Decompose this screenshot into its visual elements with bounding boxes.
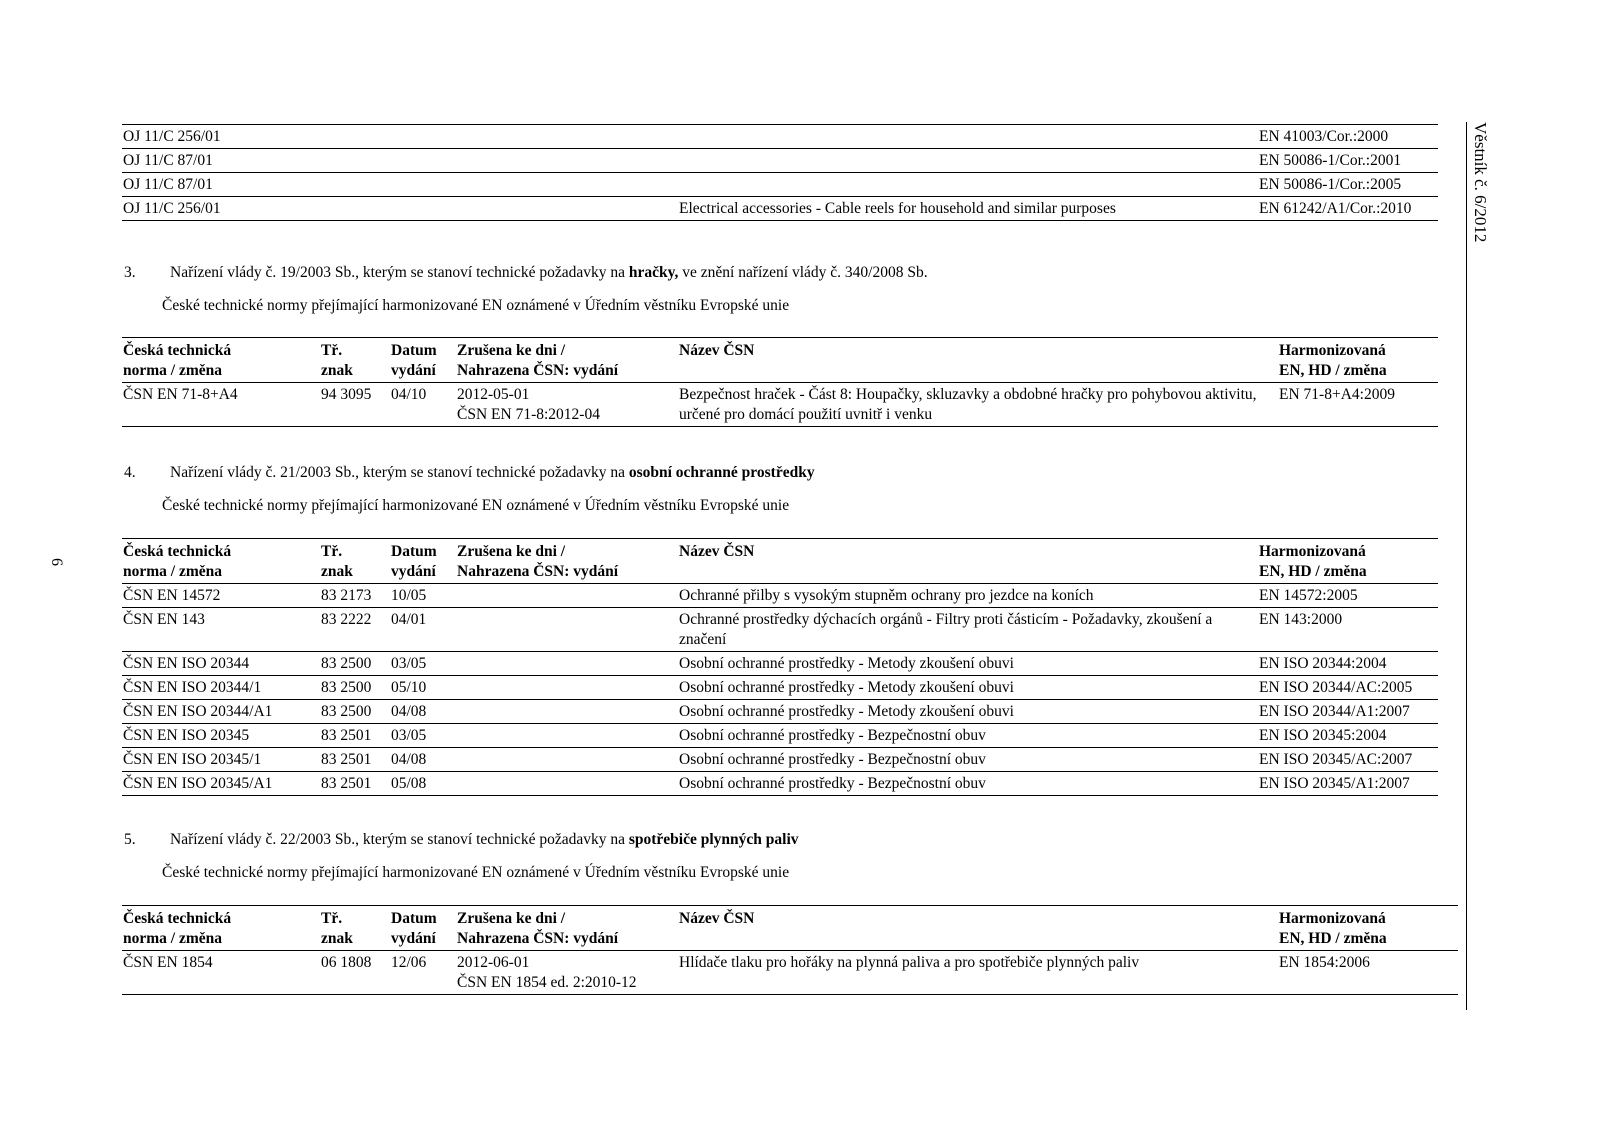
datum-cell: 04/08 [390, 748, 456, 772]
harmonizovana-cell: EN ISO 20345/A1:2007 [1258, 772, 1438, 796]
standard-cell: EN 50086-1/Cor.:2001 [1258, 149, 1438, 173]
table-row [122, 383, 1438, 427]
col-header-datum: Datum vydání [390, 539, 456, 584]
section-title [124, 263, 928, 283]
table-row [122, 584, 1438, 608]
datum-cell: 12/06 [390, 951, 456, 995]
norm-cell: ČSN EN 14572 [122, 584, 320, 608]
zrusena-cell [456, 772, 678, 796]
section-subject: spotřebiče plynných paliv [628, 831, 799, 848]
zrusena-cell: 2012-05-01 ČSN EN 71-8:2012-04 [456, 383, 678, 427]
col-header-zrusena: Zrušena ke dni / Nahrazena ČSN: vydání [456, 338, 678, 383]
table-row [122, 951, 1458, 995]
title-cell [678, 125, 1258, 149]
harmonizovana-cell: EN ISO 20344:2004 [1258, 652, 1438, 676]
col-header-norm: Česká technická norma / změna [122, 906, 320, 951]
norm-cell: ČSN EN 143 [122, 608, 320, 652]
oj-cell: OJ 11/C 87/01 [122, 149, 678, 173]
datum-cell: 04/01 [390, 608, 456, 652]
standards-table [122, 337, 1438, 427]
zrusena-cell [456, 748, 678, 772]
harmonizovana-cell: EN 71-8+A4:2009 [1278, 383, 1438, 427]
section-subject: hračky, [628, 264, 679, 281]
table-header-row [122, 539, 1438, 584]
col-header-harmonizovana: Harmonizovaná EN, HD / změna [1278, 906, 1458, 951]
section-text-after: ve znění nařízení vlády č. 340/2008 Sb. [678, 264, 928, 281]
znak-cell: 83 2173 [320, 584, 390, 608]
nazev-cell: Ochranné přilby s vysokým stupněm ochrany pro jezdce na koních [678, 584, 1258, 608]
col-header-norm: Česká technická norma / změna [122, 338, 320, 383]
datum-cell: 04/10 [390, 383, 456, 427]
table-row [122, 748, 1438, 772]
harmonizovana-cell: EN ISO 20345:2004 [1258, 724, 1438, 748]
col-header-znak: Tř. znak [320, 906, 390, 951]
table-row [122, 197, 1438, 221]
nazev-cell: Osobní ochranné prostředky - Bezpečnostní obuv [678, 772, 1258, 796]
znak-cell: 06 1808 [320, 951, 390, 995]
zrusena-cell [456, 584, 678, 608]
zrusena-cell [456, 652, 678, 676]
standard-cell: EN 41003/Cor.:2000 [1258, 125, 1438, 149]
col-header-harmonizovana: Harmonizovaná EN, HD / změna [1278, 338, 1438, 383]
znak-cell: 83 2500 [320, 700, 390, 724]
continuation-table [122, 124, 1438, 221]
datum-cell: 05/08 [390, 772, 456, 796]
harmonizovana-cell: EN 143:2000 [1258, 608, 1438, 652]
znak-cell: 83 2500 [320, 652, 390, 676]
section-text: Nařízení vlády č. 19/2003 Sb., kterým se stanoví technické požadavky na [170, 264, 629, 281]
nazev-cell: Osobní ochranné prostředky - Bezpečnostní obuv [678, 748, 1258, 772]
datum-cell: 10/05 [390, 584, 456, 608]
section-number: 3. [124, 264, 136, 281]
section-text: Nařízení vlády č. 22/2003 Sb., kterým se stanoví technické požadavky na [170, 831, 629, 848]
col-header-norm: Česká technická norma / změna [122, 539, 320, 584]
datum-cell: 04/08 [390, 700, 456, 724]
table-row [122, 676, 1438, 700]
harmonizovana-cell: EN ISO 20344/A1:2007 [1258, 700, 1438, 724]
harmonizovana-cell: EN ISO 20345/AC:2007 [1258, 748, 1438, 772]
zrusena-cell [456, 608, 678, 652]
table-row [122, 724, 1438, 748]
title-cell: Electrical accessories - Cable reels for household and similar purposes [678, 197, 1258, 221]
table-header-row [122, 338, 1438, 383]
oj-cell: OJ 11/C 87/01 [122, 173, 678, 197]
col-header-datum: Datum vydání [390, 906, 456, 951]
zrusena-cell [456, 700, 678, 724]
side-header: Věstník č. 6/2012 [1471, 122, 1490, 243]
nazev-cell: Hlídače tlaku pro hořáky na plynná paliva a pro spotřebiče plynných paliv [678, 951, 1278, 995]
standard-cell: EN 61242/A1/Cor.:2010 [1258, 197, 1438, 221]
side-rule [1466, 122, 1467, 1010]
section-title [124, 830, 799, 850]
znak-cell: 83 2501 [320, 748, 390, 772]
col-header-znak: Tř. znak [320, 338, 390, 383]
section-title [124, 463, 815, 483]
oj-cell: OJ 11/C 256/01 [122, 125, 678, 149]
znak-cell: 83 2501 [320, 772, 390, 796]
table-header-row [122, 906, 1458, 951]
table-row [122, 608, 1438, 652]
datum-cell: 03/05 [390, 652, 456, 676]
norm-cell: ČSN EN 1854 [122, 951, 320, 995]
intro-text: České technické normy přejímající harmonizované EN oznámené v Úředním věstníku Evropské unie [162, 497, 790, 514]
harmonizovana-cell: EN 14572:2005 [1258, 584, 1438, 608]
col-header-nazev: Název ČSN [678, 539, 1258, 584]
table-row [122, 149, 1438, 173]
table-row [122, 772, 1438, 796]
norm-cell: ČSN EN ISO 20345/A1 [122, 772, 320, 796]
intro-text: České technické normy přejímající harmonizované EN oznámené v Úředním věstníku Evropské unie [162, 864, 790, 881]
harmonizovana-cell: EN 1854:2006 [1278, 951, 1458, 995]
section-number: 5. [124, 831, 136, 848]
zrusena-cell [456, 676, 678, 700]
table-row [122, 700, 1438, 724]
nazev-cell: Osobní ochranné prostředky - Metody zkoušení obuvi [678, 676, 1258, 700]
znak-cell: 83 2500 [320, 676, 390, 700]
col-header-nazev: Název ČSN [678, 906, 1278, 951]
standard-cell: EN 50086-1/Cor.:2005 [1258, 173, 1438, 197]
norm-cell: ČSN EN ISO 20344/1 [122, 676, 320, 700]
nazev-cell: Osobní ochranné prostředky - Metody zkoušení obuvi [678, 700, 1258, 724]
standards-table [122, 538, 1438, 796]
col-header-nazev: Název ČSN [678, 338, 1278, 383]
norm-cell: ČSN EN 71-8+A4 [122, 383, 320, 427]
intro-text: České technické normy přejímající harmonizované EN oznámené v Úředním věstníku Evropské unie [162, 297, 790, 314]
datum-cell: 03/05 [390, 724, 456, 748]
zrusena-cell [456, 724, 678, 748]
nazev-cell: Osobní ochranné prostředky - Metody zkoušení obuvi [678, 652, 1258, 676]
nazev-cell: Ochranné prostředky dýchacích orgánů - Filtry proti částicím - Požadavky, zkoušení a značení [678, 608, 1258, 652]
norm-cell: ČSN EN ISO 20344/A1 [122, 700, 320, 724]
title-cell [678, 173, 1258, 197]
page-number: 6 [48, 558, 65, 566]
col-header-zrusena: Zrušena ke dni / Nahrazena ČSN: vydání [456, 906, 678, 951]
norm-cell: ČSN EN ISO 20345/1 [122, 748, 320, 772]
table-row [122, 652, 1438, 676]
col-header-datum: Datum vydání [390, 338, 456, 383]
znak-cell: 83 2501 [320, 724, 390, 748]
section-number: 4. [124, 464, 136, 481]
zrusena-cell: 2012-06-01 ČSN EN 1854 ed. 2:2010-12 [456, 951, 678, 995]
title-cell [678, 149, 1258, 173]
znak-cell: 94 3095 [320, 383, 390, 427]
col-header-zrusena: Zrušena ke dni / Nahrazena ČSN: vydání [456, 539, 678, 584]
col-header-harmonizovana: Harmonizovaná EN, HD / změna [1258, 539, 1438, 584]
col-header-znak: Tř. znak [320, 539, 390, 584]
norm-cell: ČSN EN ISO 20344 [122, 652, 320, 676]
table-row [122, 173, 1438, 197]
nazev-cell: Osobní ochranné prostředky - Bezpečnostní obuv [678, 724, 1258, 748]
section-subject: osobní ochranné prostředky [628, 464, 815, 481]
znak-cell: 83 2222 [320, 608, 390, 652]
section-text: Nařízení vlády č. 21/2003 Sb., kterým se stanoví technické požadavky na [170, 464, 629, 481]
nazev-cell: Bezpečnost hraček - Část 8: Houpačky, skluzavky a obdobné hračky pro pohybovou aktivitu, určené pro domácí použití uvnitř i venku [678, 383, 1278, 427]
norm-cell: ČSN EN ISO 20345 [122, 724, 320, 748]
table-row [122, 125, 1438, 149]
standards-table [122, 905, 1458, 995]
harmonizovana-cell: EN ISO 20344/AC:2005 [1258, 676, 1438, 700]
datum-cell: 05/10 [390, 676, 456, 700]
oj-cell: OJ 11/C 256/01 [122, 197, 678, 221]
